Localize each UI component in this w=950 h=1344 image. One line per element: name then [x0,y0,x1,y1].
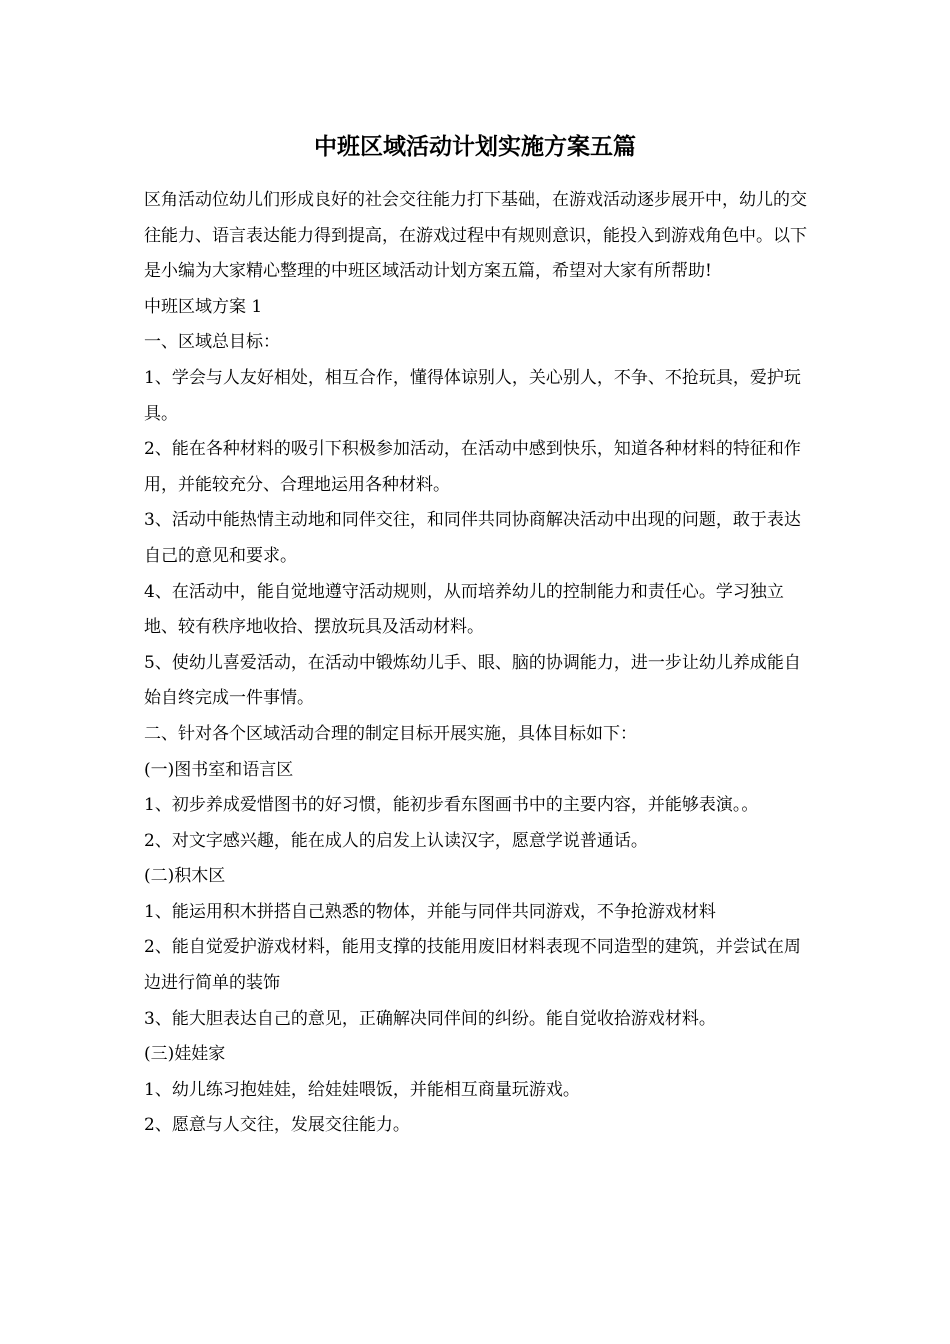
doll-house-item-1: 1、幼儿练习抱娃娃，给娃娃喂饭，并能相互商量玩游戏。 [144,1079,580,1100]
library-item-2: 2、对文字感兴趣，能在成人的启发上认读汉字，愿意学说普通话。 [144,830,648,851]
library-item-1: 1、初步养成爱惜图书的好习惯，能初步看东图画书中的主要内容，并能够表演。。 [144,795,759,816]
goal-item-5: 5、使幼儿喜爱活动，在活动中锻炼幼儿手、眼、脑的协调能力，进一步让幼儿养成能自始自终完成一件事情。 [144,652,801,709]
goal-item-1: 1、学会与人友好相处，相互合作，懂得体谅别人，关心别人，不争、不抢玩具，爱护玩具。 [144,367,801,424]
section-heading-plan-1: 中班区域方案 1 [144,296,263,317]
intro-paragraph: 区角活动位幼儿们形成良好的社会交往能力打下基础，在游戏活动逐步展开中，幼儿的交往能力、语言表达能力得到提高，在游戏过程中有规则意识，能投入到游戏角色中。以下是小编为大家精心整理的中班区域活动计划方案五篇，希望对大家有所帮助! [144,190,807,282]
heading-area-goals: 二、针对各个区域活动合理的制定目标开展实施，具体目标如下： [144,723,637,744]
goal-item-2: 2、能在各种材料的吸引下积极参加活动，在活动中感到快乐，知道各种材料的特征和作用，并能较充分、合理地运用各种材料。 [144,439,801,495]
doll-house-item-2: 2、愿意与人交往，发展交往能力。 [144,1115,410,1136]
document-body [144,183,812,1144]
blocks-item-1: 1、能运用积木拼搭自己熟悉的物体，并能与同伴共同游戏，不争抢游戏材料 [144,901,716,922]
subheading-doll-house: (三)娃娃家 [144,1044,226,1065]
goal-item-3: 3、活动中能热情主动地和同伴交往，和同伴共同协商解决活动中出现的问题，敢于表达自己的意见和要求。 [144,510,801,566]
heading-overall-goals: 一、区域总目标： [144,332,280,353]
blocks-item-2: 2、能自觉爱护游戏材料，能用支撑的技能用废旧材料表现不同造型的建筑，并尝试在周边进行简单的装饰 [144,937,801,994]
blocks-item-3: 3、能大胆表达自己的意见，正确解决同伴间的纠纷。能自觉收拾游戏材料。 [144,1008,716,1029]
document-title: 中班区域活动计划实施方案五篇 [314,133,636,160]
subheading-blocks: (二)积木区 [144,866,226,887]
subheading-library-language: (一)图书室和语言区 [144,759,294,780]
goal-item-4: 4、在活动中，能自觉地遵守活动规则，从而培养幼儿的控制能力和责任心。学习独立地、较有秩序地收拾、摆放玩具及活动材料。 [144,581,784,638]
